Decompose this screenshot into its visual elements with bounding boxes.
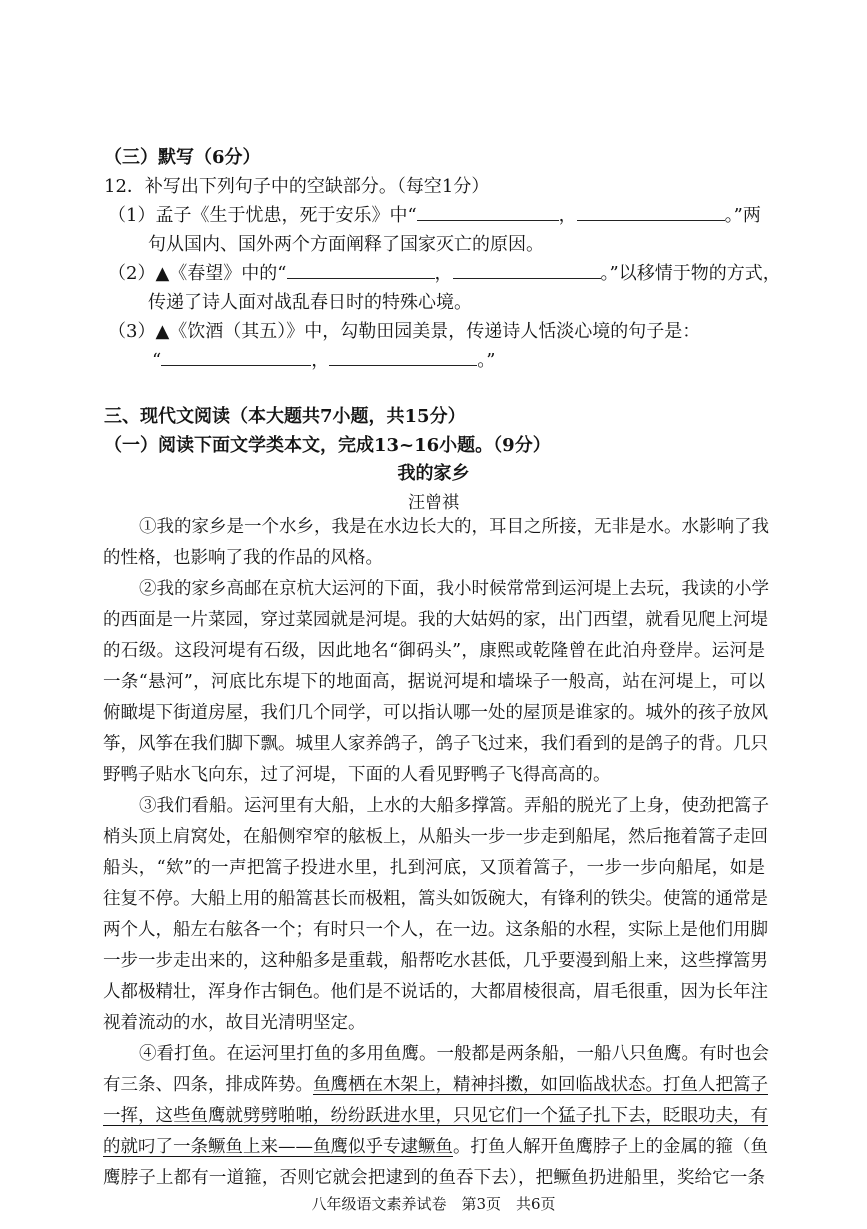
text-line [103, 1132, 768, 1163]
text-line: 野鸭子贴水飞向东，过了河堤，下面的人看见野鸭子飞得高高的。 [103, 765, 611, 785]
section-heading: （三）默写（6分） [104, 147, 261, 168]
paragraph-3 [103, 791, 769, 1039]
answer-blank[interactable] [417, 204, 559, 221]
text-line: 一步一步走出来的，这种船多是重载，船帮吃水甚低，几乎要漫到船上来，这些撑篙男 [103, 951, 768, 971]
question-12-stem: 12．补写出下列句子中的空缺部分。（每空1分） [104, 176, 490, 197]
text-line: 的西面是一片菜园，穿过菜园就是河堤。我的大姑妈的家，出门西望，就看见爬上河堤 [103, 610, 768, 630]
paragraph-4 [103, 1039, 769, 1194]
text-line: ②我的家乡高邮在京杭大运河的下面，我小时候常常到运河堤上去玩，我读的小学 [139, 579, 769, 599]
text-line [103, 1070, 768, 1101]
paragraph-1 [103, 512, 769, 574]
plain-text: 有三条、四条，排成阵势。 [103, 1075, 313, 1095]
text-line: 俯瞰堤下街道房屋，我们几个同学，可以指认哪一处的屋顶是谁家的。城外的孩子放风 [103, 703, 768, 723]
underlined-text: 一挥，这些鱼鹰就劈劈啪啪，纷纷跃进水里，只见它们一个猛子扎下去，眨眼功夫，有 [103, 1106, 768, 1126]
item-2-line-1: （2）▲《春望》中的“ ， 。”以移情于物的方式， [108, 263, 781, 284]
text-line: 梢头顶上肩窝处，在船侧窄窄的舷板上，从船头一步一步走到船尾，然后拖着篙子走回 [103, 827, 768, 847]
item-1-line-2: 句从国内、国外两个方面阐释了国家灭亡的原因。 [148, 234, 544, 255]
article-title: 我的家乡 [397, 463, 470, 484]
text-line: 筝，风筝在我们脚下飘。城里人家养鸽子，鸽子飞过来，我们看到的是鸽子的背。几只 [103, 734, 768, 754]
text-line [103, 1101, 768, 1132]
item-1-line-1: （1）孟子《生于忧患，死于安乐》中“ ， 。”两 [108, 205, 761, 226]
item-3-line-2: “ ， 。” [152, 350, 496, 371]
text-line: ③我们看船。运河里有大船，上水的大船多撑篙。弄船的脱光了上身，使劲把篙子 [139, 796, 769, 816]
text-line: 一条“悬河”，河底比东堤下的地面高，据说河堤和墙垛子一般高，站在河堤上，可以 [103, 672, 765, 692]
text-line: ④看打鱼。在运河里打鱼的多用鱼鹰。一般都是两条船，一船八只鱼鹰。有时也会 [139, 1044, 769, 1064]
underlined-text: 鱼鹰栖在木架上，精神抖擞，如回临战状态。打鱼人把篙子 [313, 1075, 768, 1095]
answer-blank[interactable] [287, 262, 435, 279]
paragraph-2 [103, 574, 769, 791]
item-2-line-2: 传递了诗人面对战乱春日时的特殊心境。 [148, 292, 472, 313]
item-3-line-1: （3）▲《饮酒（其五）》中，勾勒田园美景，传递诗人恬淡心境的句子是： [108, 321, 701, 342]
part-heading: 三、现代文阅读（本大题共7小题，共15分） [104, 406, 466, 427]
article-author: 汪曾祺 [408, 493, 459, 513]
answer-blank[interactable] [161, 349, 311, 366]
text-line: 往复不停。大船上用的船篙甚长而极粗，篙头如饭碗大，有锋利的铁尖。使篙的通常是 [103, 889, 768, 909]
text-line: ①我的家乡是一个水乡，我是在水边长大的，耳目之所接，无非是水。水影响了我 [139, 517, 769, 537]
text-line: 两个人，船左右舷各一个；有时只一个人，在一边。这条船的水程，实际上是他们用脚 [103, 920, 768, 940]
text-line: 人都极精壮，浑身作古铜色。他们是不说话的，大都眉棱很高，眉毛很重，因为长年注 [103, 982, 768, 1002]
text-line: 的石级。这段河堤有石级，因此地名“御码头”，康熙或乾隆曾在此泊舟登岸。运河是 [103, 641, 765, 661]
answer-blank[interactable] [577, 204, 725, 221]
answer-blank[interactable] [453, 262, 601, 279]
plain-text: 。打鱼人解开鱼鹰脖子上的金属的箍（鱼 [453, 1137, 768, 1157]
page-footer: 八年级语文素养试卷 第3页 共6页 [311, 1195, 556, 1213]
text-line: 船头，“欸”的一声把篙子投进水里，扎到河底，又顶着篙子，一步一步向船尾，如是 [103, 858, 765, 878]
text-line: 视着流动的水，故目光清明坚定。 [103, 1013, 366, 1033]
underlined-text: 的就叼了一条鳜鱼上来——鱼鹰似乎专逮鳜鱼 [103, 1137, 453, 1157]
text-line: 的性格，也影响了我的作品的风格。 [103, 548, 383, 568]
text-line: 鹰脖子上都有一道箍，否则它就会把逮到的鱼吞下去），把鳜鱼扔进船里，奖给它一条 [103, 1168, 765, 1188]
answer-blank[interactable] [329, 349, 477, 366]
subsection-heading: （一）阅读下面文学类本文，完成13~16小题。（9分） [104, 435, 551, 456]
